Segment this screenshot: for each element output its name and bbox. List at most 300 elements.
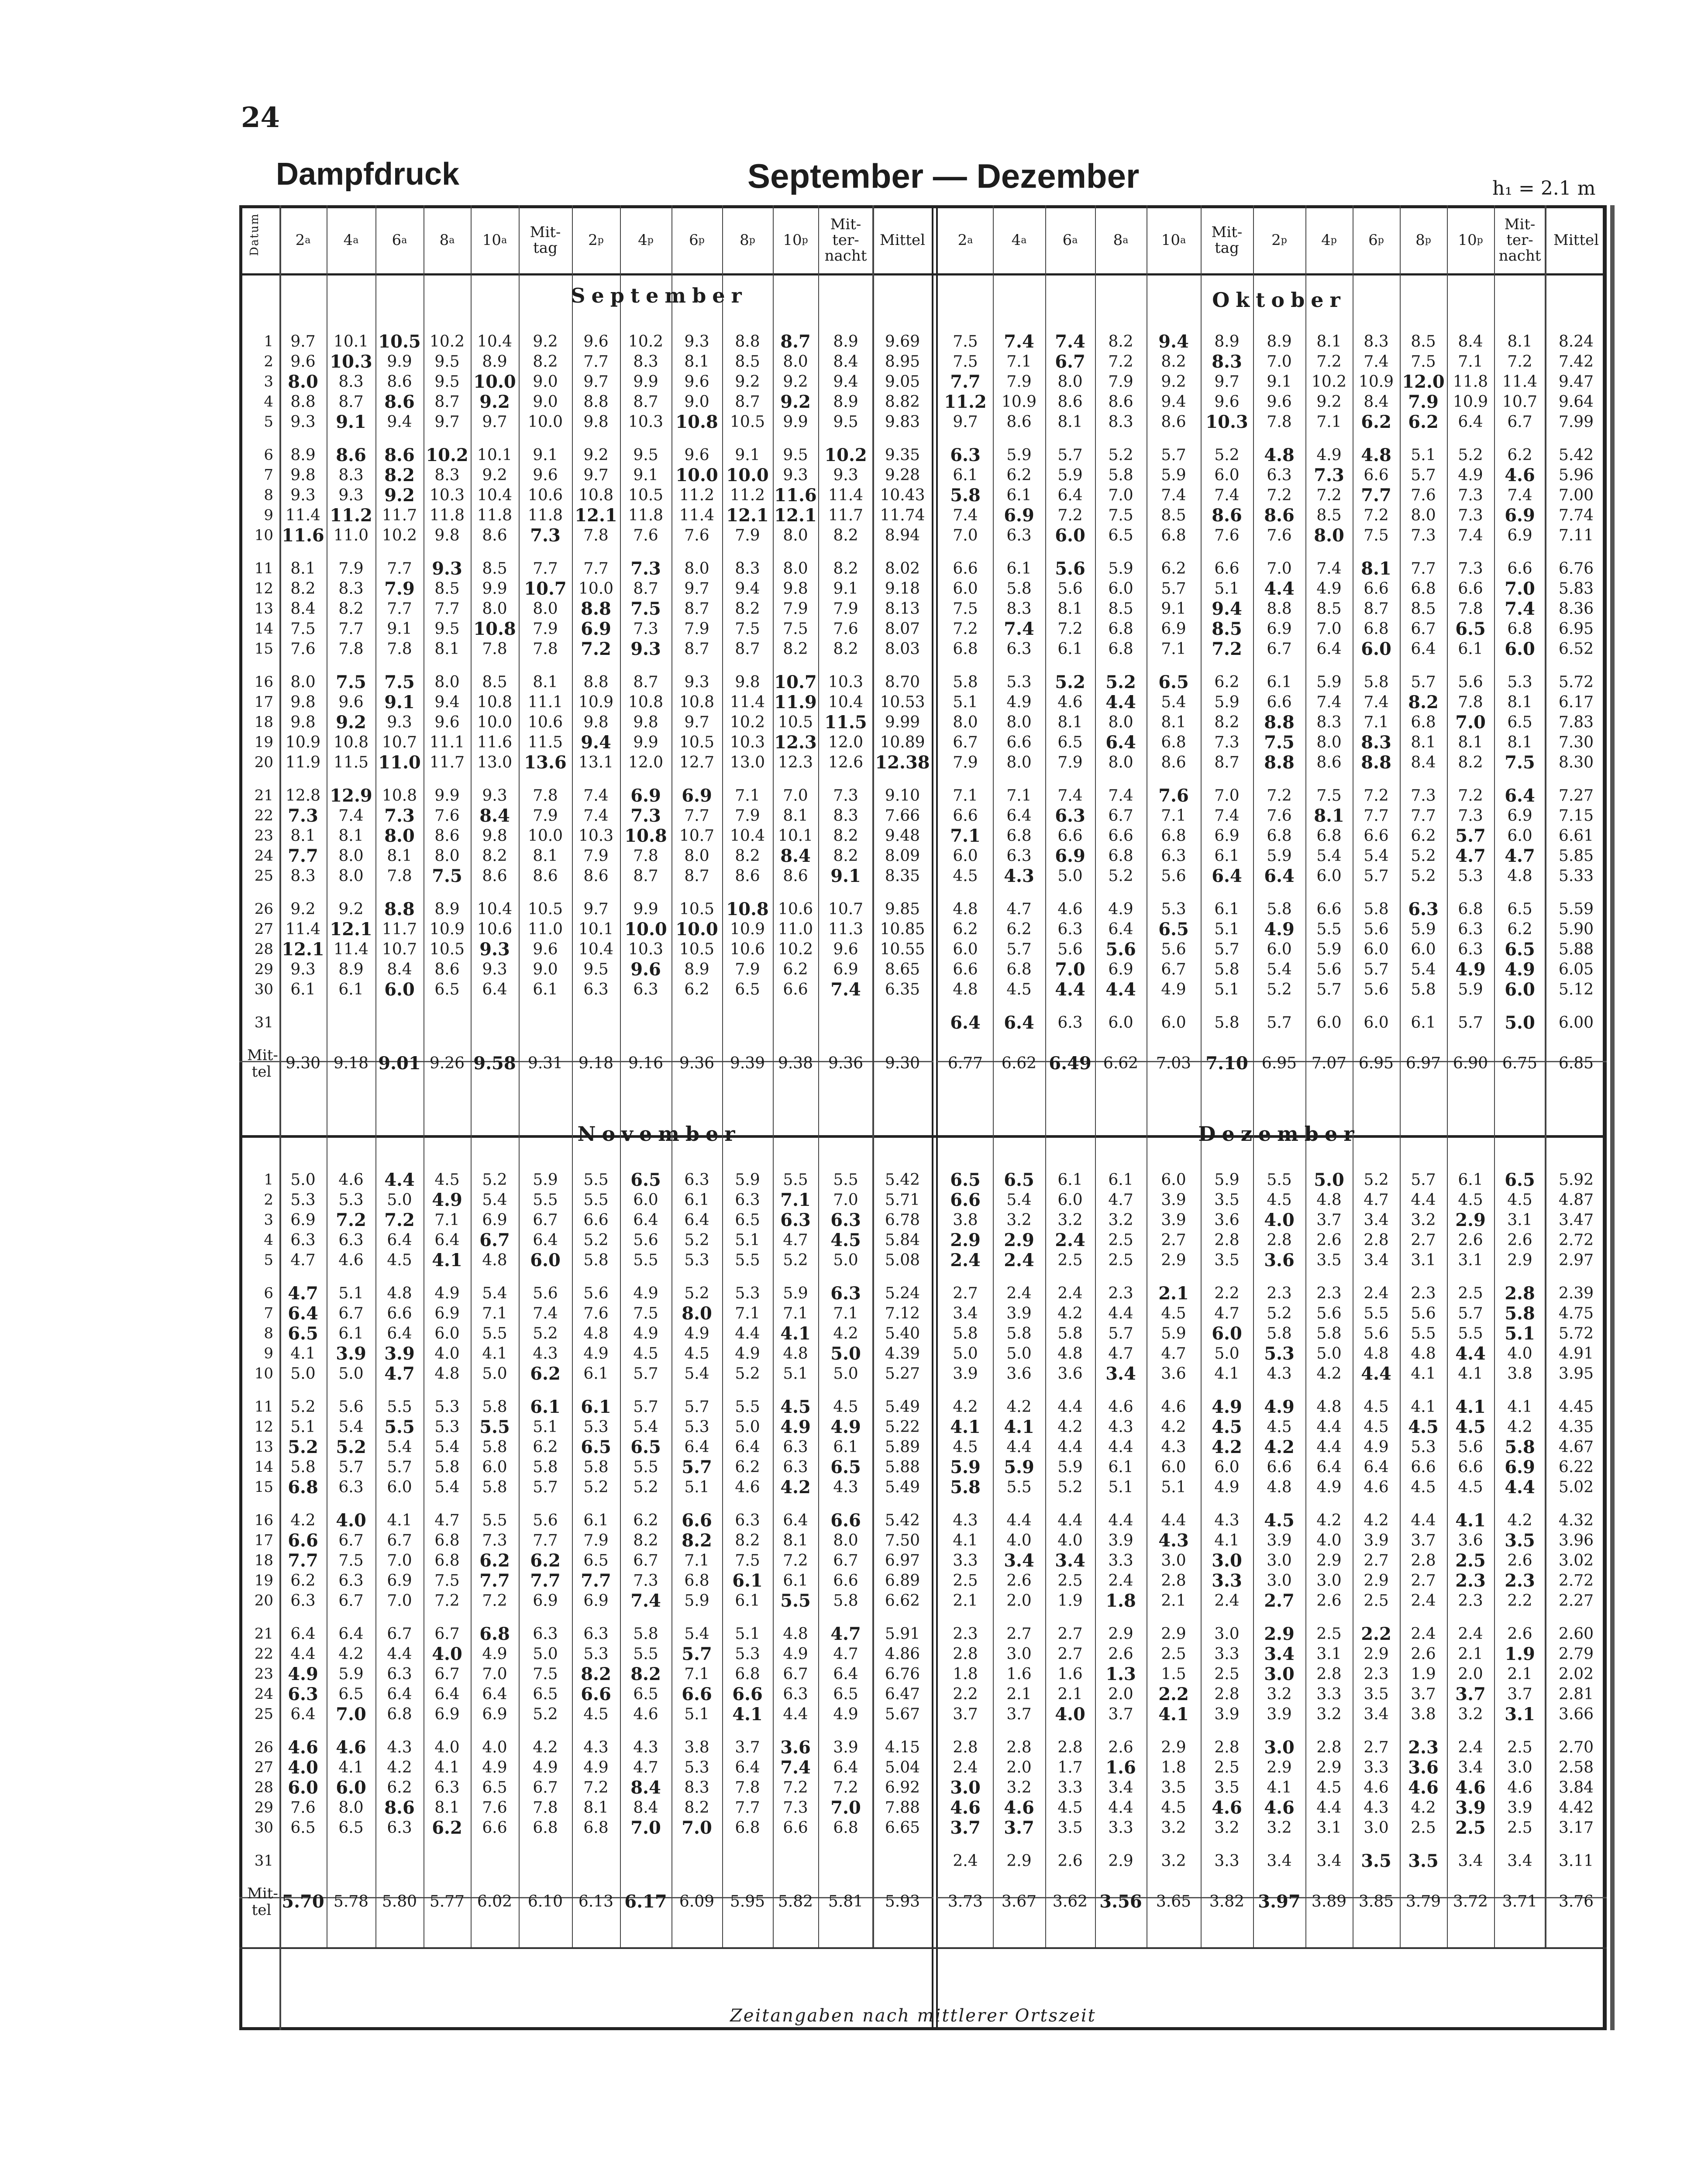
data-cell: 5.71 bbox=[885, 1191, 920, 1209]
right-header-7: 4 p bbox=[1321, 231, 1337, 249]
group-gap bbox=[938, 659, 1607, 672]
data-cell: 10.0 bbox=[477, 713, 513, 731]
data-cell: 3.2 bbox=[1161, 1819, 1186, 1837]
data-cell: 6.6 bbox=[1458, 1458, 1483, 1476]
data-cell: 2.7 bbox=[1057, 1645, 1083, 1663]
data-cell: 8.4 bbox=[479, 806, 510, 826]
data-cell: 5.3 bbox=[1161, 900, 1186, 918]
data-cell: 2.9 bbox=[1161, 1251, 1186, 1269]
data-cell: 8.0 bbox=[783, 527, 808, 544]
data-cell: 6.9 bbox=[1267, 620, 1292, 638]
data-cell: 6.9 bbox=[387, 1572, 412, 1590]
data-cell: 7.5 bbox=[432, 866, 462, 886]
data-cell: 7.2 bbox=[581, 639, 611, 659]
data-cell: 5.0 bbox=[290, 1171, 316, 1189]
data-cell: 7.7 bbox=[735, 1799, 760, 1817]
data-cell: 7.88 bbox=[885, 1799, 920, 1817]
data-cell: 7.0 bbox=[830, 1797, 861, 1818]
data-cell: 6.9 bbox=[1507, 807, 1532, 825]
data-cell: 4.4 bbox=[1411, 1191, 1436, 1209]
data-cell: 4.4 bbox=[384, 1170, 415, 1190]
data-cell: 1.9 bbox=[1411, 1665, 1436, 1683]
data-cell: 3.5 bbox=[1057, 1819, 1083, 1837]
data-cell: 4.5 bbox=[1408, 1417, 1439, 1437]
table-row bbox=[938, 899, 1607, 919]
data-cell: 6.3 bbox=[338, 1231, 364, 1249]
data-cell: 5.8 bbox=[434, 1458, 460, 1476]
data-cell: 4.6 bbox=[1004, 1797, 1034, 1818]
data-cell: 8.2 bbox=[833, 847, 858, 865]
left-header-2: 6 a bbox=[392, 231, 407, 249]
data-cell: 3.3 bbox=[1316, 1685, 1342, 1703]
data-cell: 7.1 bbox=[1316, 413, 1342, 431]
data-cell: 8.1 bbox=[1057, 713, 1083, 731]
data-cell: 7.1 bbox=[482, 1305, 507, 1322]
data-cell: 9.2 bbox=[290, 900, 316, 918]
data-cell bbox=[471, 1851, 519, 1871]
data-cell: 4.1 bbox=[1158, 1704, 1189, 1725]
data-cell: 5.42 bbox=[885, 1512, 920, 1529]
data-cell: 9.2 bbox=[384, 485, 415, 506]
data-cell: 6.3 bbox=[735, 1191, 760, 1209]
data-cell: 8.3 bbox=[1006, 600, 1032, 618]
data-cell: 6.9 bbox=[1055, 846, 1085, 866]
data-cell: 7.2 bbox=[1057, 506, 1083, 524]
data-cell: 10.55 bbox=[880, 940, 925, 958]
data-cell: 8.4 bbox=[1364, 393, 1389, 411]
day-number: 8 bbox=[264, 486, 273, 504]
data-cell: 6.4 bbox=[290, 1625, 316, 1643]
data-cell: 6.2 bbox=[735, 1458, 760, 1476]
data-cell: 7.5 bbox=[953, 353, 978, 371]
data-cell: 2.5 bbox=[1161, 1645, 1186, 1663]
data-cell: 8.0 bbox=[338, 1799, 364, 1817]
data-cell: 8.6 bbox=[1108, 393, 1133, 411]
data-cell: 8.6 bbox=[482, 867, 507, 885]
data-cell: 9.7 bbox=[684, 713, 709, 731]
data-cell: 6.8 bbox=[1108, 620, 1133, 638]
data-cell bbox=[471, 1013, 519, 1033]
data-cell: 4.3 bbox=[387, 1739, 412, 1756]
data-cell: 6.8 bbox=[1411, 713, 1436, 731]
table-row bbox=[279, 559, 932, 579]
data-cell: 6.3 bbox=[1458, 920, 1483, 938]
data-cell: 8.3 bbox=[1108, 413, 1133, 431]
data-cell: 6.5 bbox=[1507, 713, 1532, 731]
data-cell: 6.3 bbox=[1267, 466, 1292, 484]
data-cell: 2.7 bbox=[1161, 1231, 1186, 1249]
data-cell: 9.85 bbox=[885, 900, 920, 918]
day-number: 9 bbox=[264, 506, 273, 524]
data-cell: 10.4 bbox=[477, 486, 513, 504]
data-cell: 10.7 bbox=[828, 900, 864, 918]
day-number: 26 bbox=[254, 900, 273, 918]
data-cell: 4.6 bbox=[735, 1478, 760, 1496]
data-cell: 5.7 bbox=[1458, 1305, 1483, 1322]
data-cell: 6.2 bbox=[1411, 827, 1436, 845]
data-cell: 6.2 bbox=[530, 1550, 561, 1571]
data-cell: 1.8 bbox=[953, 1665, 978, 1683]
data-cell: 5.7 bbox=[387, 1458, 412, 1476]
data-cell: 7.7 bbox=[1361, 485, 1391, 506]
data-cell: 5.7 bbox=[1455, 826, 1486, 846]
data-cell: 3.4 bbox=[1264, 1644, 1295, 1664]
data-cell: 7.5 bbox=[384, 672, 415, 692]
data-cell: 4.7 bbox=[1214, 1305, 1240, 1322]
data-cell: 8.1 bbox=[290, 560, 316, 578]
data-cell: 8.6 bbox=[1316, 754, 1342, 771]
data-cell: 4.2 bbox=[1411, 1799, 1436, 1817]
day-number: 22 bbox=[254, 1645, 273, 1663]
day-number: 15 bbox=[254, 1478, 273, 1496]
data-cell: 4.1 bbox=[434, 1759, 460, 1777]
data-cell: 10.2 bbox=[730, 713, 765, 731]
data-cell: 4.7 bbox=[830, 1624, 861, 1644]
data-cell: 3.7 bbox=[1108, 1705, 1133, 1723]
group-gap bbox=[279, 1033, 932, 1046]
data-cell: 5.7 bbox=[1458, 1014, 1483, 1032]
data-cell: 12.7 bbox=[679, 754, 715, 771]
data-cell: 5.4 bbox=[1364, 847, 1389, 865]
data-cell: 13.1 bbox=[578, 754, 614, 771]
data-cell: 6.3 bbox=[1057, 920, 1083, 938]
data-cell: 6.0 bbox=[1361, 639, 1391, 659]
gap-cell bbox=[938, 1271, 1607, 1284]
data-cell: 3.4 bbox=[1364, 1251, 1389, 1269]
data-cell: 5.8 bbox=[1267, 1325, 1292, 1343]
data-cell: 6.89 bbox=[885, 1572, 920, 1590]
data-cell: 10.8 bbox=[382, 787, 417, 805]
data-cell: 9.7 bbox=[583, 466, 609, 484]
data-cell: 6.0 bbox=[1055, 525, 1085, 546]
data-cell: 8.02 bbox=[885, 560, 920, 578]
data-cell: 9.6 bbox=[533, 466, 558, 484]
group-gap bbox=[938, 1498, 1607, 1511]
data-cell: 2.9 bbox=[1004, 1230, 1034, 1250]
data-cell: 3.0 bbox=[1264, 1737, 1295, 1758]
data-cell: 8.6 bbox=[1057, 393, 1083, 411]
table-september bbox=[279, 332, 932, 1081]
data-cell: 3.2 bbox=[1316, 1705, 1342, 1723]
data-cell: 11.8 bbox=[628, 506, 664, 524]
data-cell: 8.6 bbox=[384, 445, 415, 465]
data-cell: 2.9 bbox=[1455, 1210, 1486, 1230]
data-cell: 8.3 bbox=[290, 867, 316, 885]
data-cell: 3.3 bbox=[1212, 1570, 1242, 1591]
data-cell: 5.7 bbox=[533, 1478, 558, 1496]
data-cell: 6.9 bbox=[1507, 527, 1532, 544]
data-cell: 6.0 bbox=[1364, 1014, 1389, 1032]
data-cell: 9.6 bbox=[684, 373, 709, 391]
data-cell: 7.4 bbox=[1004, 619, 1034, 639]
data-cell: 5.1 bbox=[1411, 446, 1436, 464]
right-header-3: 8 a bbox=[1113, 231, 1129, 249]
gap-cell bbox=[279, 886, 932, 899]
data-cell: 11.9 bbox=[285, 754, 321, 771]
data-cell: 9.5 bbox=[434, 373, 460, 391]
data-cell: 6.3 bbox=[583, 1625, 609, 1643]
data-cell: 4.6 bbox=[1057, 900, 1083, 918]
table-november bbox=[279, 1170, 932, 1919]
data-cell: 10.8 bbox=[477, 693, 513, 711]
data-cell: 6.8 bbox=[1411, 580, 1436, 598]
table-row bbox=[279, 1230, 932, 1250]
data-cell: 8.7 bbox=[684, 867, 709, 885]
data-cell: 4.9 bbox=[1458, 466, 1483, 484]
data-cell: 12.38 bbox=[875, 752, 930, 773]
data-cell: 9.1 bbox=[830, 866, 861, 886]
data-cell: 8.2 bbox=[581, 1664, 611, 1684]
table-row bbox=[938, 1684, 1607, 1704]
data-cell: 4.1 bbox=[387, 1512, 412, 1529]
data-cell: 5.9 bbox=[950, 1457, 981, 1477]
data-cell: 6.9 bbox=[1505, 505, 1535, 526]
data-cell: 7.9 bbox=[1408, 392, 1439, 412]
data-cell: 12.1 bbox=[282, 939, 324, 960]
day-number: 31 bbox=[254, 1852, 273, 1870]
data-cell: 2.8 bbox=[1316, 1739, 1342, 1756]
data-cell: 10.2 bbox=[382, 527, 417, 544]
data-cell: 6.3 bbox=[1006, 847, 1032, 865]
data-cell: 6.52 bbox=[1558, 640, 1594, 658]
day-number: 18 bbox=[254, 713, 273, 731]
data-cell: 5.67 bbox=[885, 1705, 920, 1723]
data-cell: 6.22 bbox=[1558, 1458, 1594, 1476]
table-row bbox=[938, 579, 1607, 599]
data-cell: 5.4 bbox=[1267, 961, 1292, 978]
data-cell: 4.7 bbox=[1455, 846, 1486, 866]
day-number: 28 bbox=[254, 1779, 273, 1796]
data-cell: 11.8 bbox=[527, 506, 563, 524]
data-cell: 5.04 bbox=[885, 1759, 920, 1777]
data-cell: 5.6 bbox=[1105, 939, 1136, 960]
data-cell bbox=[572, 1013, 620, 1033]
table-row bbox=[279, 1798, 932, 1818]
data-cell: 7.0 bbox=[630, 1818, 661, 1838]
data-cell: 4.9 bbox=[583, 1345, 609, 1363]
data-cell: 8.0 bbox=[783, 353, 808, 371]
data-cell: 4.6 bbox=[1212, 1797, 1242, 1818]
data-cell: 5.4 bbox=[482, 1284, 507, 1302]
data-cell: 10.89 bbox=[880, 733, 925, 751]
right-header-12: Mittel bbox=[1553, 231, 1599, 249]
data-cell: 6.0 bbox=[1108, 580, 1133, 598]
data-cell: 4.5 bbox=[1364, 1398, 1389, 1416]
data-cell: 10.8 bbox=[628, 693, 664, 711]
data-cell: 2.6 bbox=[1411, 1645, 1436, 1663]
data-cell: 4.6 bbox=[633, 1705, 658, 1723]
data-cell: 6.4 bbox=[434, 1231, 460, 1249]
data-cell: 10.1 bbox=[778, 827, 813, 845]
data-cell: 6.0 bbox=[1316, 867, 1342, 885]
data-cell: 4.0 bbox=[432, 1644, 462, 1664]
data-cell: 8.8 bbox=[583, 393, 609, 411]
data-cell: 6.2 bbox=[387, 1779, 412, 1797]
data-cell: 6.0 bbox=[953, 940, 978, 958]
data-cell: 7.9 bbox=[684, 620, 709, 638]
data-cell: 6.9 bbox=[630, 785, 661, 806]
table-row bbox=[938, 806, 1607, 826]
data-cell: 2.1 bbox=[1161, 1592, 1186, 1610]
table-row bbox=[279, 1210, 932, 1230]
data-cell: 12.1 bbox=[330, 919, 372, 940]
data-cell: 6.2 bbox=[633, 1512, 658, 1529]
data-cell: 7.3 bbox=[384, 806, 415, 826]
data-cell: 2.2 bbox=[1214, 1284, 1240, 1302]
data-cell: 8.3 bbox=[1364, 333, 1389, 351]
data-cell: 5.6 bbox=[1316, 1305, 1342, 1322]
data-cell: 5.8 bbox=[1267, 900, 1292, 918]
data-cell: 2.2 bbox=[1361, 1624, 1391, 1644]
gap-cell bbox=[279, 546, 932, 559]
data-cell: 6.7 bbox=[338, 1592, 364, 1610]
data-cell: 4.6 bbox=[1108, 1398, 1133, 1416]
data-cell: 5.9 bbox=[1458, 981, 1483, 999]
data-cell: 9.2 bbox=[533, 333, 558, 351]
day-number: 29 bbox=[254, 1799, 273, 1816]
data-cell: 5.2 bbox=[684, 1231, 709, 1249]
data-cell: 3.7 bbox=[950, 1818, 981, 1838]
data-cell: 7.3 bbox=[482, 1532, 507, 1549]
datum-header: Datum bbox=[248, 213, 261, 256]
data-cell: 6.0 bbox=[1507, 827, 1532, 845]
group-gap bbox=[938, 886, 1607, 899]
data-cell: 5.7 bbox=[1364, 961, 1389, 978]
data-cell: 6.2 bbox=[290, 1572, 316, 1590]
data-cell: 3.5 bbox=[1408, 1851, 1439, 1871]
data-cell: 6.3 bbox=[288, 1684, 318, 1704]
data-cell: 6.8 bbox=[1161, 827, 1186, 845]
table-row bbox=[279, 672, 932, 692]
data-cell: 5.6 bbox=[1364, 1325, 1389, 1343]
data-cell: 6.6 bbox=[1507, 560, 1532, 578]
data-cell: 7.3 bbox=[833, 787, 858, 805]
table-row bbox=[279, 940, 932, 960]
data-cell: 4.9 bbox=[583, 1759, 609, 1777]
data-cell: 12.1 bbox=[575, 505, 617, 526]
data-cell: 10.8 bbox=[675, 412, 718, 432]
data-cell: 7.99 bbox=[1558, 413, 1594, 431]
data-cell: 6.7 bbox=[338, 1532, 364, 1549]
data-cell: 4.3 bbox=[1161, 1438, 1186, 1456]
data-cell: 5.4 bbox=[482, 1191, 507, 1209]
data-cell: 5.0 bbox=[1057, 867, 1083, 885]
mittel-cell: 9.58 bbox=[473, 1053, 516, 1074]
data-cell: 9.7 bbox=[953, 413, 978, 431]
data-cell: 4.0 bbox=[1055, 1704, 1085, 1725]
data-cell: 8.4 bbox=[630, 1777, 661, 1798]
data-cell: 5.3 bbox=[1264, 1343, 1295, 1364]
data-cell: 7.7 bbox=[1411, 807, 1436, 825]
data-cell: 6.6 bbox=[830, 1510, 861, 1531]
table-row bbox=[279, 899, 932, 919]
data-cell: 5.9 bbox=[1108, 560, 1133, 578]
data-cell: 9.5 bbox=[434, 620, 460, 638]
data-cell: 11.8 bbox=[477, 506, 513, 524]
data-cell: 5.1 bbox=[1214, 981, 1240, 999]
data-cell: 7.8 bbox=[482, 640, 507, 658]
table-row bbox=[279, 1818, 932, 1838]
table-row bbox=[279, 1664, 932, 1684]
data-cell: 2.4 bbox=[1411, 1592, 1436, 1610]
data-cell bbox=[671, 1851, 722, 1871]
data-cell: 9.48 bbox=[885, 827, 920, 845]
data-cell: 11.7 bbox=[382, 506, 417, 524]
data-cell: 2.0 bbox=[1458, 1665, 1483, 1683]
table-row bbox=[279, 786, 932, 806]
table-row bbox=[938, 559, 1607, 579]
data-cell: 6.1 bbox=[1458, 1171, 1483, 1189]
table-row bbox=[279, 1457, 932, 1477]
data-cell: 5.42 bbox=[885, 1171, 920, 1189]
data-cell: 7.6 bbox=[1267, 527, 1292, 544]
day-number: 15 bbox=[254, 640, 273, 658]
data-cell: 5.1 bbox=[290, 1418, 316, 1436]
data-cell: 2.1 bbox=[1158, 1283, 1189, 1304]
data-cell: 3.9 bbox=[1364, 1532, 1389, 1549]
data-cell: 8.07 bbox=[885, 620, 920, 638]
data-cell: 9.83 bbox=[885, 413, 920, 431]
data-cell: 6.0 bbox=[434, 1325, 460, 1343]
data-cell: 8.0 bbox=[783, 560, 808, 578]
data-cell: 6.5 bbox=[950, 1170, 981, 1190]
data-cell: 6.5 bbox=[482, 1779, 507, 1797]
data-cell: 7.3 bbox=[633, 1572, 658, 1590]
gap-cell bbox=[279, 1838, 932, 1851]
data-cell: 5.5 bbox=[1364, 1305, 1389, 1322]
data-cell: 9.0 bbox=[684, 393, 709, 411]
data-cell: 8.2 bbox=[1458, 754, 1483, 771]
data-cell: 4.1 bbox=[1455, 1397, 1486, 1417]
data-cell: 12.9 bbox=[330, 785, 372, 806]
data-cell: 2.1 bbox=[1006, 1685, 1032, 1703]
day-number: 4 bbox=[264, 1231, 273, 1249]
data-cell: 6.78 bbox=[885, 1211, 920, 1229]
table-row bbox=[279, 1344, 932, 1364]
mittel-cell: 7.03 bbox=[1156, 1054, 1191, 1072]
data-cell: 10.8 bbox=[578, 486, 614, 504]
data-cell: 8.6 bbox=[1212, 505, 1242, 526]
table-row bbox=[938, 1230, 1607, 1250]
data-cell: 4.4 bbox=[1108, 1799, 1133, 1817]
data-cell: 6.6 bbox=[950, 1190, 981, 1210]
data-cell: 7.6 bbox=[633, 527, 658, 544]
data-cell: 8.2 bbox=[833, 560, 858, 578]
data-cell: 9.18 bbox=[885, 580, 920, 598]
data-cell: 8.70 bbox=[885, 673, 920, 691]
group-gap bbox=[938, 546, 1607, 559]
day-number: 5 bbox=[264, 413, 273, 430]
mittel-cell: 3.82 bbox=[1209, 1893, 1245, 1911]
data-cell: 7.7 bbox=[434, 600, 460, 618]
data-cell: 3.9 bbox=[1455, 1797, 1486, 1818]
data-cell: 6.5 bbox=[338, 1819, 364, 1837]
data-cell: 2.4 bbox=[1214, 1592, 1240, 1610]
data-cell: 2.3 bbox=[1316, 1284, 1342, 1302]
table-row bbox=[279, 1364, 932, 1384]
data-cell: 2.3 bbox=[1411, 1284, 1436, 1302]
data-cell: 6.0 bbox=[1212, 1323, 1242, 1344]
data-cell: 4.9 bbox=[830, 1417, 861, 1437]
data-cell: 7.6 bbox=[1411, 486, 1436, 504]
data-cell: 5.4 bbox=[684, 1365, 709, 1383]
table-row bbox=[938, 1304, 1607, 1324]
data-cell: 4.4 bbox=[1057, 1398, 1083, 1416]
mittel-cell: 9.30 bbox=[885, 1054, 920, 1072]
data-cell: 7.2 bbox=[1267, 787, 1292, 805]
data-cell: 9.3 bbox=[630, 639, 661, 659]
data-cell: 8.1 bbox=[783, 807, 808, 825]
